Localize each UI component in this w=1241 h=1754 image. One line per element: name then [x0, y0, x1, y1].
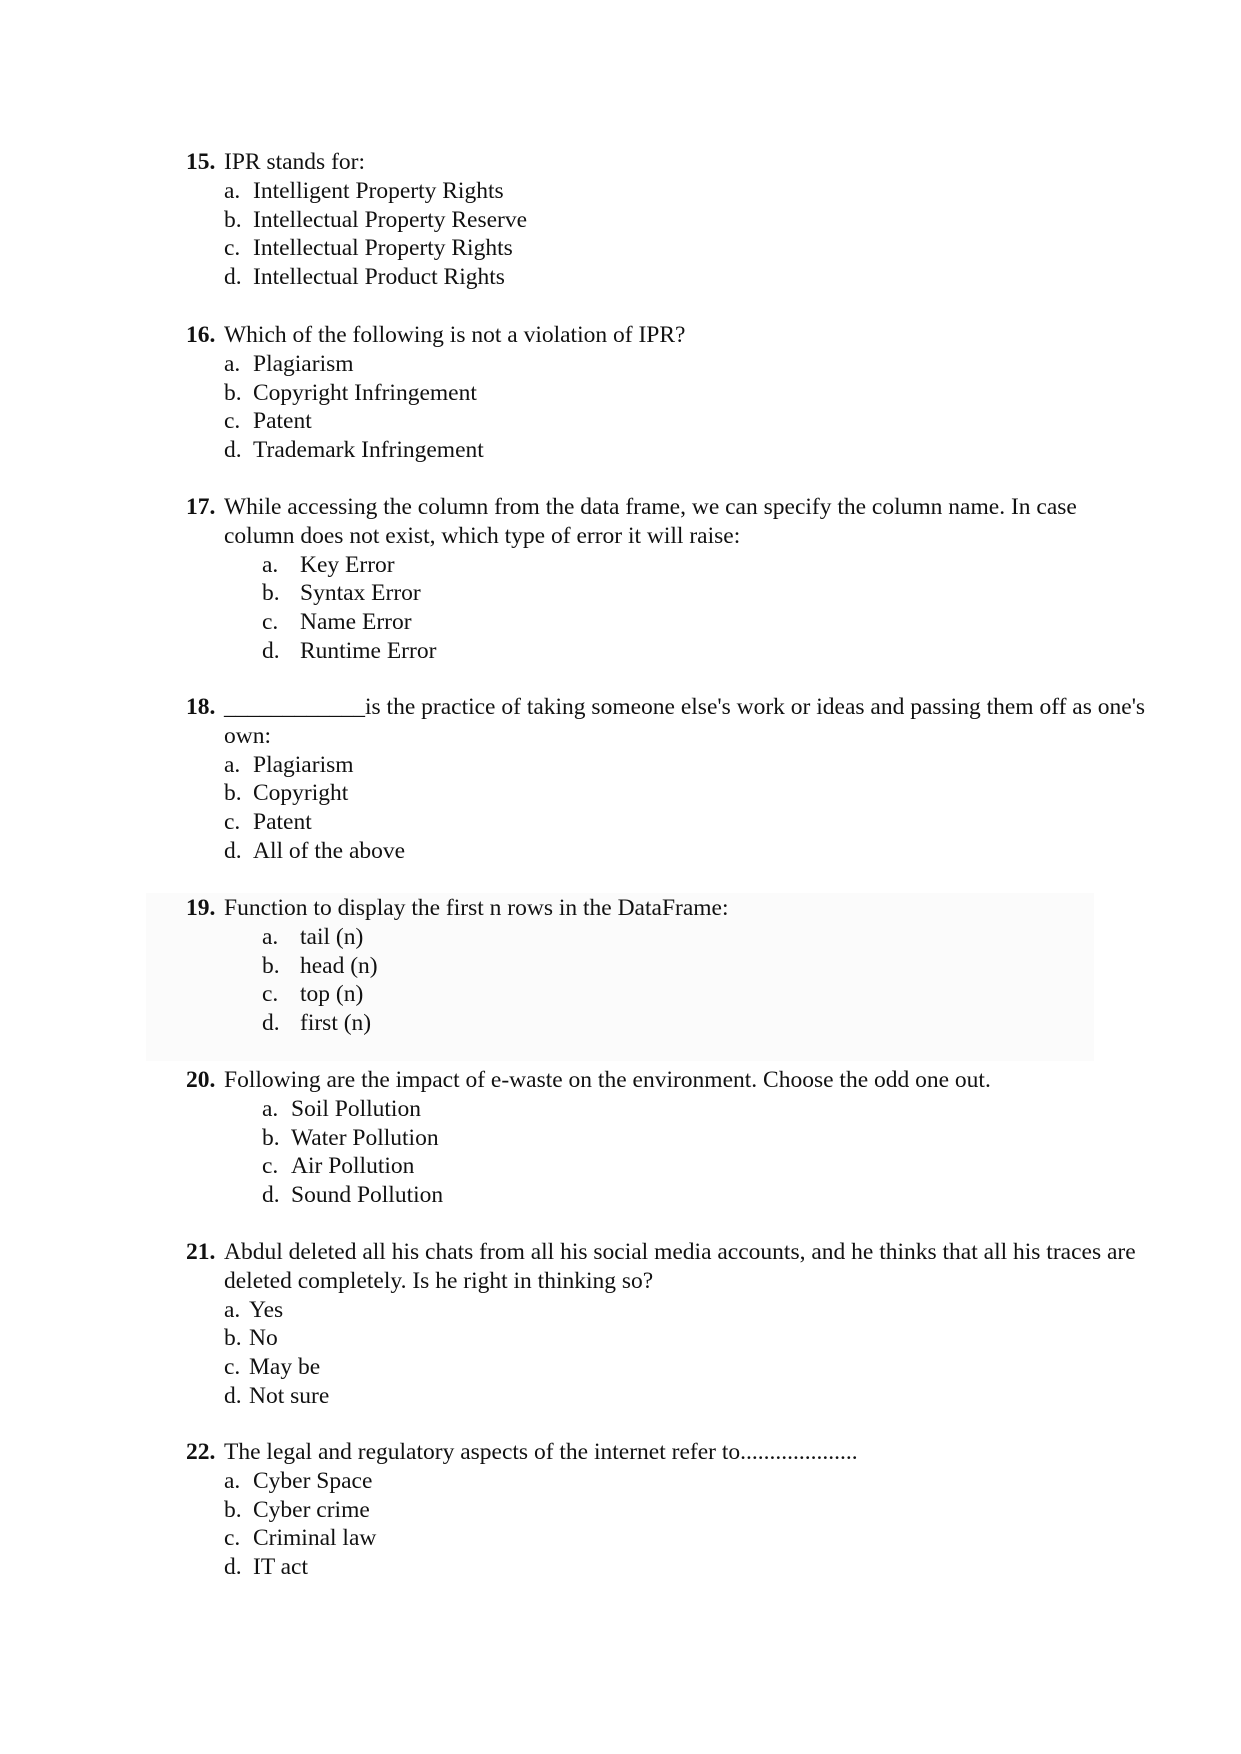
question-18 — [186, 693, 1146, 866]
option-text: Criminal law — [253, 1525, 377, 1552]
option-c — [262, 980, 1146, 1009]
options-list — [224, 350, 1146, 465]
option-label: c. — [224, 408, 241, 435]
option-b — [262, 952, 1146, 981]
option-b — [224, 779, 1146, 808]
option-label: a. — [262, 1095, 279, 1122]
option-label: d. — [262, 637, 280, 664]
question-number: 20. — [186, 1067, 216, 1093]
option-c — [262, 608, 1146, 637]
option-label: a. — [224, 177, 241, 204]
question-stem: Following are the impact of e-waste on the environment. Choose the odd one out. — [224, 1067, 991, 1093]
options-list — [262, 923, 1146, 1038]
option-label: b. — [262, 1124, 280, 1151]
option-label: a. — [262, 923, 279, 950]
option-text: IT act — [253, 1554, 309, 1581]
option-text: Intelligent Property Rights — [253, 177, 504, 204]
option-a — [262, 551, 1146, 580]
question-stem: Abdul deleted all his chats from all his social media accounts, and he thinks that all his traces are deleted completely. Is he right in thinking so? — [224, 1239, 1136, 1294]
option-b — [224, 1496, 1146, 1525]
question-16 — [186, 321, 1146, 465]
question-21 — [186, 1238, 1146, 1411]
option-text: head (n) — [300, 952, 378, 979]
option-label: c. — [224, 235, 241, 262]
question-stem: ____________is the practice of taking someone else's work or ideas and passing them off as one's own: — [224, 694, 1146, 749]
option-c — [224, 234, 1146, 263]
option-label: c. — [224, 809, 241, 836]
option-label: a. — [262, 551, 279, 578]
option-text: Yes — [249, 1296, 284, 1323]
option-label: a. — [224, 1467, 241, 1494]
option-text: No — [249, 1325, 278, 1352]
option-label: c. — [224, 1354, 241, 1381]
option-label: c. — [262, 609, 279, 636]
option-label: b. — [262, 580, 280, 607]
option-d — [224, 436, 1146, 465]
option-text: Runtime Error — [300, 637, 437, 664]
option-text: Water Pollution — [291, 1124, 439, 1151]
options-list — [224, 1467, 1146, 1582]
question-number: 21. — [186, 1239, 216, 1265]
option-label: a. — [224, 1296, 241, 1323]
option-text: Cyber Space — [253, 1467, 373, 1494]
question-number: 19. — [186, 895, 216, 921]
option-label: d. — [224, 1554, 242, 1581]
question-stem: While accessing the column from the data frame, we can specify the column name. In case column does not exist, which type of error it will raise: — [224, 494, 1077, 549]
question-22 — [186, 1438, 1146, 1582]
question-number: 17. — [186, 494, 216, 520]
question-stem: Which of the following is not a violation of IPR? — [224, 322, 686, 348]
options-list — [224, 751, 1146, 866]
options-list — [224, 1296, 1146, 1411]
option-text: Soil Pollution — [291, 1095, 421, 1122]
option-text: May be — [249, 1354, 321, 1381]
option-text: Copyright — [253, 780, 349, 807]
question-stem: Function to display the first n rows in the DataFrame: — [224, 895, 729, 921]
question-number: 16. — [186, 322, 216, 348]
option-label: c. — [224, 1525, 241, 1552]
option-d — [224, 1382, 1146, 1411]
option-label: d. — [262, 1010, 280, 1037]
option-text: Intellectual Product Rights — [253, 264, 505, 291]
options-list — [224, 177, 1146, 292]
option-c — [262, 1152, 1146, 1181]
option-b — [262, 1124, 1146, 1153]
question-number: 15. — [186, 149, 216, 175]
option-label: b. — [224, 1496, 242, 1523]
question-number: 18. — [186, 694, 216, 720]
option-text: Intellectual Property Reserve — [253, 206, 528, 233]
question-17 — [186, 493, 1146, 666]
option-label: c. — [262, 981, 279, 1008]
option-label: b. — [224, 379, 242, 406]
option-text: Not sure — [249, 1382, 330, 1409]
question-20 — [186, 1066, 1146, 1210]
options-list — [262, 551, 1146, 666]
option-a — [224, 751, 1146, 780]
option-label: b. — [262, 952, 280, 979]
option-label: d. — [224, 1382, 242, 1409]
option-text: All of the above — [253, 837, 406, 864]
option-c — [224, 1353, 1146, 1382]
question-number: 22. — [186, 1439, 216, 1465]
option-a — [262, 923, 1146, 952]
option-text: top (n) — [300, 981, 364, 1008]
option-c — [224, 1524, 1146, 1553]
question-15 — [186, 148, 1146, 292]
option-text: Copyright Infringement — [253, 379, 477, 406]
option-text: Trademark Infringement — [253, 437, 484, 464]
option-text: first (n) — [300, 1010, 372, 1037]
option-c — [224, 808, 1146, 837]
option-d — [262, 1181, 1146, 1210]
question-stem: IPR stands for: — [224, 149, 365, 175]
option-b — [262, 579, 1146, 608]
option-d — [224, 1553, 1146, 1582]
option-text: Cyber crime — [253, 1496, 370, 1523]
option-b — [224, 206, 1146, 235]
option-label: d. — [262, 1182, 280, 1209]
option-text: Sound Pollution — [291, 1182, 444, 1209]
option-text: Key Error — [300, 551, 395, 578]
option-b — [224, 379, 1146, 408]
option-text: Patent — [253, 408, 312, 435]
option-text: Patent — [253, 809, 312, 836]
option-label: d. — [224, 437, 242, 464]
option-text: Syntax Error — [300, 580, 421, 607]
option-c — [224, 407, 1146, 436]
option-a — [224, 350, 1146, 379]
option-label: d. — [224, 264, 242, 291]
option-text: Plagiarism — [253, 751, 354, 778]
option-d — [224, 837, 1146, 866]
option-a — [224, 1296, 1146, 1325]
option-a — [224, 177, 1146, 206]
option-label: c. — [262, 1153, 279, 1180]
option-label: b. — [224, 1325, 242, 1352]
option-d — [224, 263, 1146, 292]
options-list — [262, 1095, 1146, 1210]
option-label: a. — [224, 751, 241, 778]
option-label: a. — [224, 350, 241, 377]
question-stem: The legal and regulatory aspects of the internet refer to.................... — [224, 1439, 858, 1465]
question-19 — [186, 894, 1146, 1038]
option-text: Name Error — [300, 609, 412, 636]
option-a — [262, 1095, 1146, 1124]
option-text: tail (n) — [300, 923, 364, 950]
option-label: d. — [224, 837, 242, 864]
option-d — [262, 1009, 1146, 1038]
option-label: b. — [224, 206, 242, 233]
option-label: b. — [224, 780, 242, 807]
option-d — [262, 637, 1146, 666]
option-text: Plagiarism — [253, 350, 354, 377]
option-b — [224, 1324, 1146, 1353]
option-text: Intellectual Property Rights — [253, 235, 513, 262]
option-a — [224, 1467, 1146, 1496]
option-text: Air Pollution — [291, 1153, 415, 1180]
